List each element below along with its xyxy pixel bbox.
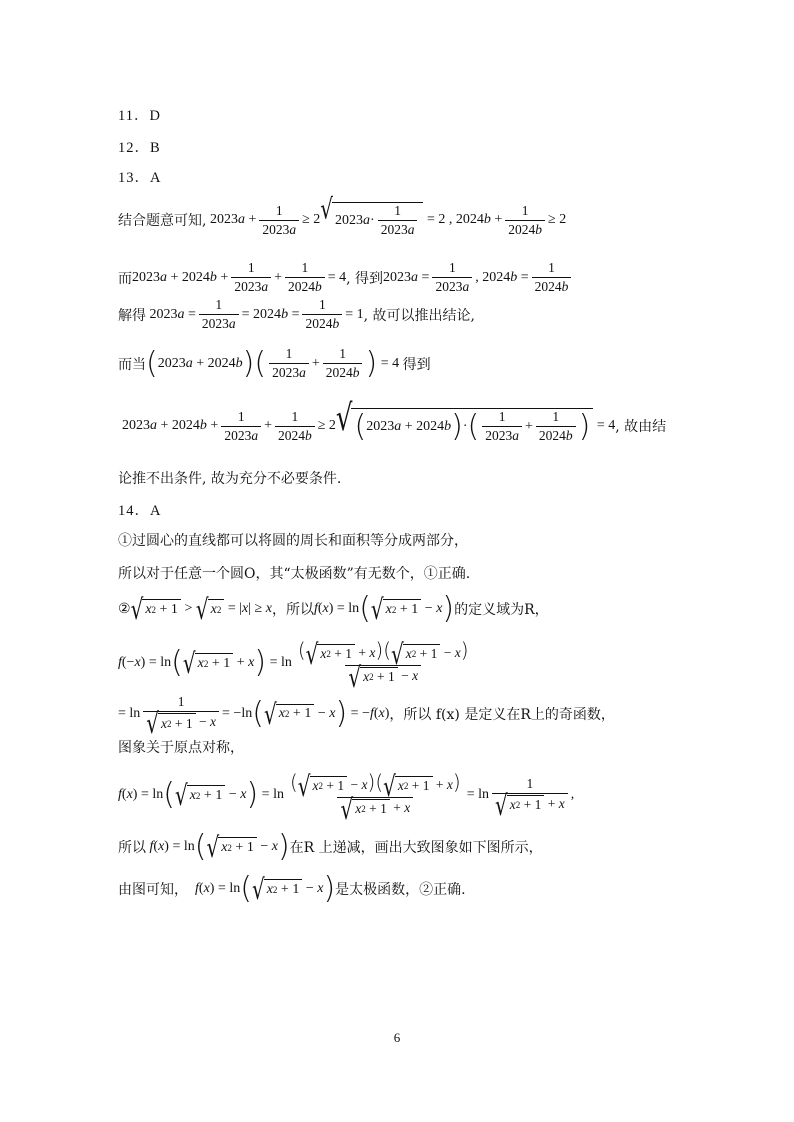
q14-line-6: 图象关于原点对称， bbox=[118, 740, 244, 756]
q13-line-2: 而 2023a + 2024b + $\frac{1}{2023a}$ + $\frac{1}{2024b}$ = 4 , 得到 2023a = $\frac{1}{2023a}$ , 2024b = $\frac{1}{2024b}$ bbox=[118, 260, 574, 295]
q14-text: ，所以 f(x) 是定义在R上的奇函数， bbox=[389, 706, 615, 723]
answer-11: 11．D bbox=[118, 108, 161, 124]
q14-line-5: = ln 1 √ x 2 + 1 − x = −ln ( √ x 2 + 1 − x ) = −f(x) ，所以 f(x) 是定义在R上的奇函数， bbox=[118, 694, 615, 740]
q14-text: 所以 bbox=[118, 840, 146, 856]
q14-line-1: ①过圆心的直线都可以将圆的周长和面积等分成两部分， bbox=[118, 533, 468, 549]
q14-line-7: f(x) = ln ( √ x 2 + 1 − x ) = ln ( √ x 2 + 1 − x)( √ x 2 + 1 + x) √ x 2 + 1 + x = ln 1 √ x 2 + 1 + x , bbox=[118, 769, 575, 826]
page-number: 6 bbox=[393, 1030, 401, 1045]
q13-line-5: 2023a + 2024b + $\frac{1}{2023a}$ + $\frac{1}{2024b}$ ≥ 2 √ ( 2023a + 2024b ) · ( $\frac{1}{2023a}$ + $\frac{1}{2024b}$ ) = 4 , 故由结 bbox=[122, 398, 667, 444]
q14-line-8: 所以 f(x) = ln ( √ x 2 + 1 − x ) 在R 上递减，画出大致图象如下图所示， bbox=[118, 829, 543, 864]
q13-text: 结合题意可知, bbox=[118, 213, 207, 229]
q14-text: 在R 上递减，画出大致图象如下图所示， bbox=[289, 840, 543, 856]
q13-line-6: 论推不出条件, 故为充分不必要条件. bbox=[118, 471, 342, 487]
q13-text: 得到 bbox=[402, 356, 431, 373]
answer-12: 12．B bbox=[118, 140, 161, 156]
answer-14: 14．A bbox=[118, 503, 162, 519]
q13-line-4: 而当 ( 2023a + 2024b ) ( $\frac{1}{2023a}$ + $\frac{1}{2024b}$ ) = 4 得到 bbox=[118, 345, 431, 381]
q13-text: 而当 bbox=[118, 356, 146, 373]
answer-13: 13．A bbox=[118, 170, 162, 186]
q14-line-3: ② √ x 2 + 1 > √ x 2 = |x| ≥ x ，所以 f(x) = ln ( √ x 2 + 1 − x ) 的定义域为R， bbox=[118, 591, 549, 626]
q14-line-4: f(−x) = ln ( √ x 2 + 1 + x ) = ln ( √ x 2 + 1 + x)( √ x 2 + 1 − x) √ x 2 + 1 − x bbox=[118, 637, 469, 694]
q14-text: ② bbox=[118, 601, 131, 617]
q13-line-3: 解得 2023a = $\frac{1}{2023a}$ = 2024b = $\frac{1}{2024b}$ = 1 , 故可以推出结论, bbox=[118, 297, 475, 331]
q13-text: , 故由结 bbox=[615, 419, 667, 435]
q13-text: 解得 bbox=[118, 307, 146, 324]
q14-line-9: 由图可知， f(x) = ln ( √ x 2 + 1 − x ) 是太极函数，②正确. bbox=[118, 871, 466, 906]
q14-text: 的定义域为R， bbox=[454, 602, 549, 618]
q14-text: 由图可知， bbox=[118, 882, 188, 898]
q14-line-2: 所以对于任意一个圆O，其“太极函数”有无数个，①正确. bbox=[118, 566, 471, 582]
q14-text: ，所以 bbox=[271, 602, 314, 618]
q13-text: , 得到 bbox=[346, 270, 384, 287]
q13-text: 而 bbox=[118, 270, 132, 287]
q14-text: 是太极函数，②正确. bbox=[335, 882, 466, 898]
q13-text: , 故可以推出结论, bbox=[363, 307, 475, 324]
q13-line-1: 结合题意可知, 2023a + $\frac{1}{2023a}$ ≥ 2 √ 2023a· $\frac{1}{2023a}$ = 2 , 2024b + $\frac{1}{2024b}$ ≥ 2 bbox=[118, 192, 567, 237]
